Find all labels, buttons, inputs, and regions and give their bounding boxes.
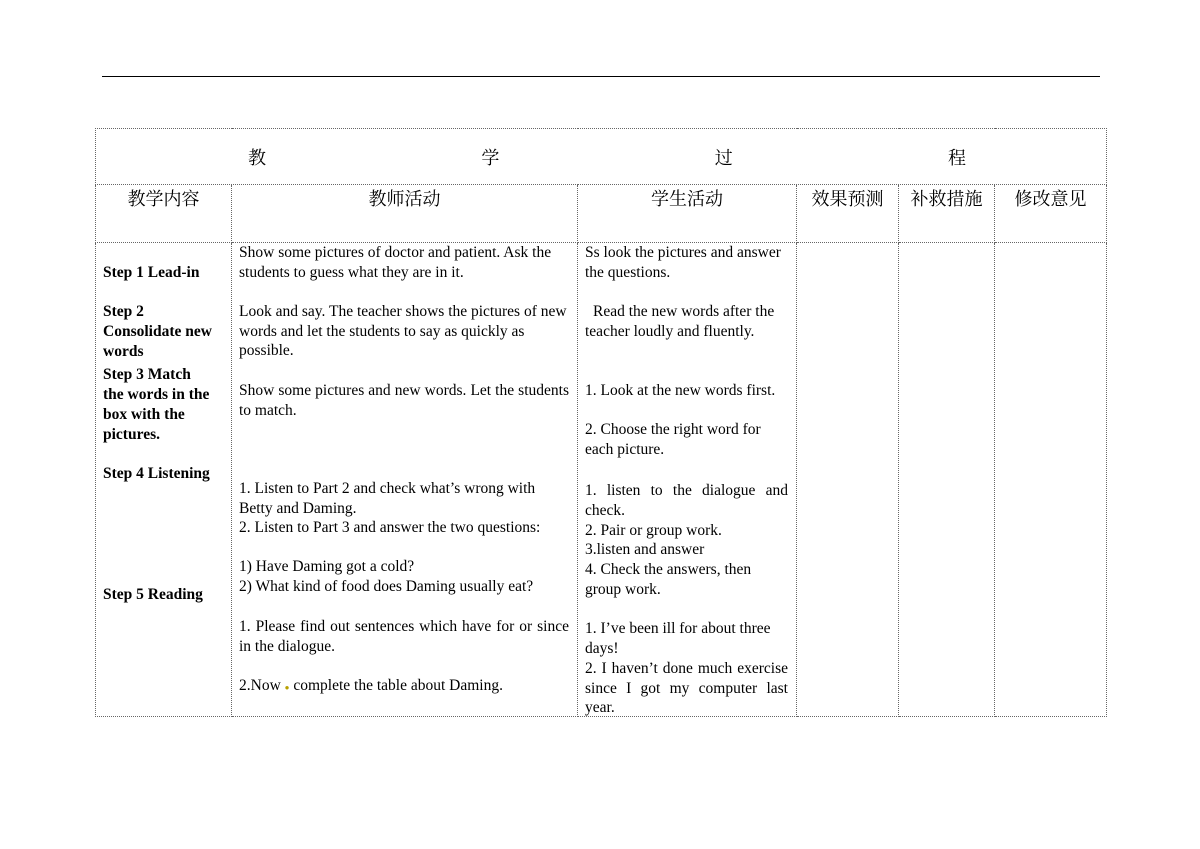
student-activity-1: Ss look the pictures and answer the questions.: [585, 244, 781, 281]
effect-prediction-cell: [797, 243, 899, 717]
student-activity-5b: 2. I haven’t done much exercise since I got my computer last year.: [585, 660, 788, 717]
lesson-table: [95, 128, 1107, 717]
content-row: [96, 243, 1107, 717]
title-row: [96, 129, 1107, 185]
student-activity-3a: 1. Look at the new words first.: [585, 382, 776, 399]
remedy-measures-cell: [899, 243, 995, 717]
teacher-activity-4d: 2) What kind of food does Daming usually eat?: [239, 578, 534, 595]
teacher-activity-4c: 1) Have Daming got a cold?: [239, 558, 415, 575]
teacher-activity-1: Show some pictures of doctor and patient. Ask the students to guess what they are in it.: [239, 244, 552, 281]
step-4: Step 4 Listening: [103, 465, 210, 482]
step-3-line3: box with the: [103, 406, 185, 423]
section-title: [96, 129, 1106, 184]
student-activity-5a: 1. I’ve been ill for about three days!: [585, 620, 771, 657]
student-activity-4c: 3.listen and answer: [585, 541, 705, 558]
title-char: 学: [481, 147, 500, 169]
step-2-line2: Consolidate new: [103, 323, 212, 340]
teacher-activity-5b-pre: 2.Now: [239, 677, 285, 694]
student-activity-4b: 2. Pair or group work.: [585, 522, 722, 539]
title-char: 程: [948, 147, 967, 169]
steps-cell: [96, 243, 232, 717]
lesson-table-wrapper: [95, 128, 1106, 718]
student-activity-3b: 2. Choose the right word for each picture.: [585, 421, 761, 458]
teacher-activity-5a: 1. Please find out sentences which have for or since in the dialogue.: [239, 618, 569, 655]
step-3-line4: pictures.: [103, 426, 160, 443]
student-activity-cell: [578, 243, 797, 717]
step-2-line3: words: [103, 343, 144, 360]
student-activity-4a: 1. listen to the dialogue and check.: [585, 482, 788, 519]
teacher-activity-4a: 1. Listen to Part 2 and check what’s wrong with Betty and Daming.: [239, 480, 536, 517]
teacher-activity-3: Show some pictures and new words. Let the students to match.: [239, 382, 569, 419]
teacher-activity-cell: [232, 243, 578, 717]
title-cell: [96, 129, 1107, 185]
title-char: 过: [714, 147, 733, 169]
title-char: 教: [248, 147, 266, 169]
teacher-activity-2: Look and say. The teacher shows the pictures of new words and let the students to say as quickly as possible.: [239, 303, 567, 360]
step-2-line1: Step 2: [103, 303, 144, 320]
step-3-line1: Step 3 Match: [103, 366, 191, 383]
step-3-line2: the words in the: [103, 386, 210, 403]
col-header-effect: 效果预测: [797, 185, 899, 243]
header-rule: [102, 76, 1100, 77]
teacher-activity-5b-post: complete the table about Daming.: [289, 677, 503, 694]
teacher-activity-5b: [239, 676, 569, 698]
col-header-revision: 修改意见: [995, 185, 1107, 243]
stray-mark: ●: [284, 683, 290, 692]
student-activity-2: Read the new words after the teacher loudly and fluently.: [585, 303, 775, 340]
student-activity-4d: 4. Check the answers, then group work.: [585, 561, 752, 598]
revision-notes-cell: [995, 243, 1107, 717]
teacher-activity-4b: 2. Listen to Part 3 and answer the two questions:: [239, 519, 541, 536]
col-header-content: 教学内容: [96, 185, 232, 243]
step-1: Step 1 Lead-in: [103, 264, 200, 281]
col-header-student: 学生活动: [578, 185, 797, 243]
step-5: Step 5 Reading: [103, 586, 203, 603]
col-header-teacher: 教师活动: [232, 185, 578, 243]
col-header-remedy: 补救措施: [899, 185, 995, 243]
column-header-row: [96, 185, 1107, 243]
